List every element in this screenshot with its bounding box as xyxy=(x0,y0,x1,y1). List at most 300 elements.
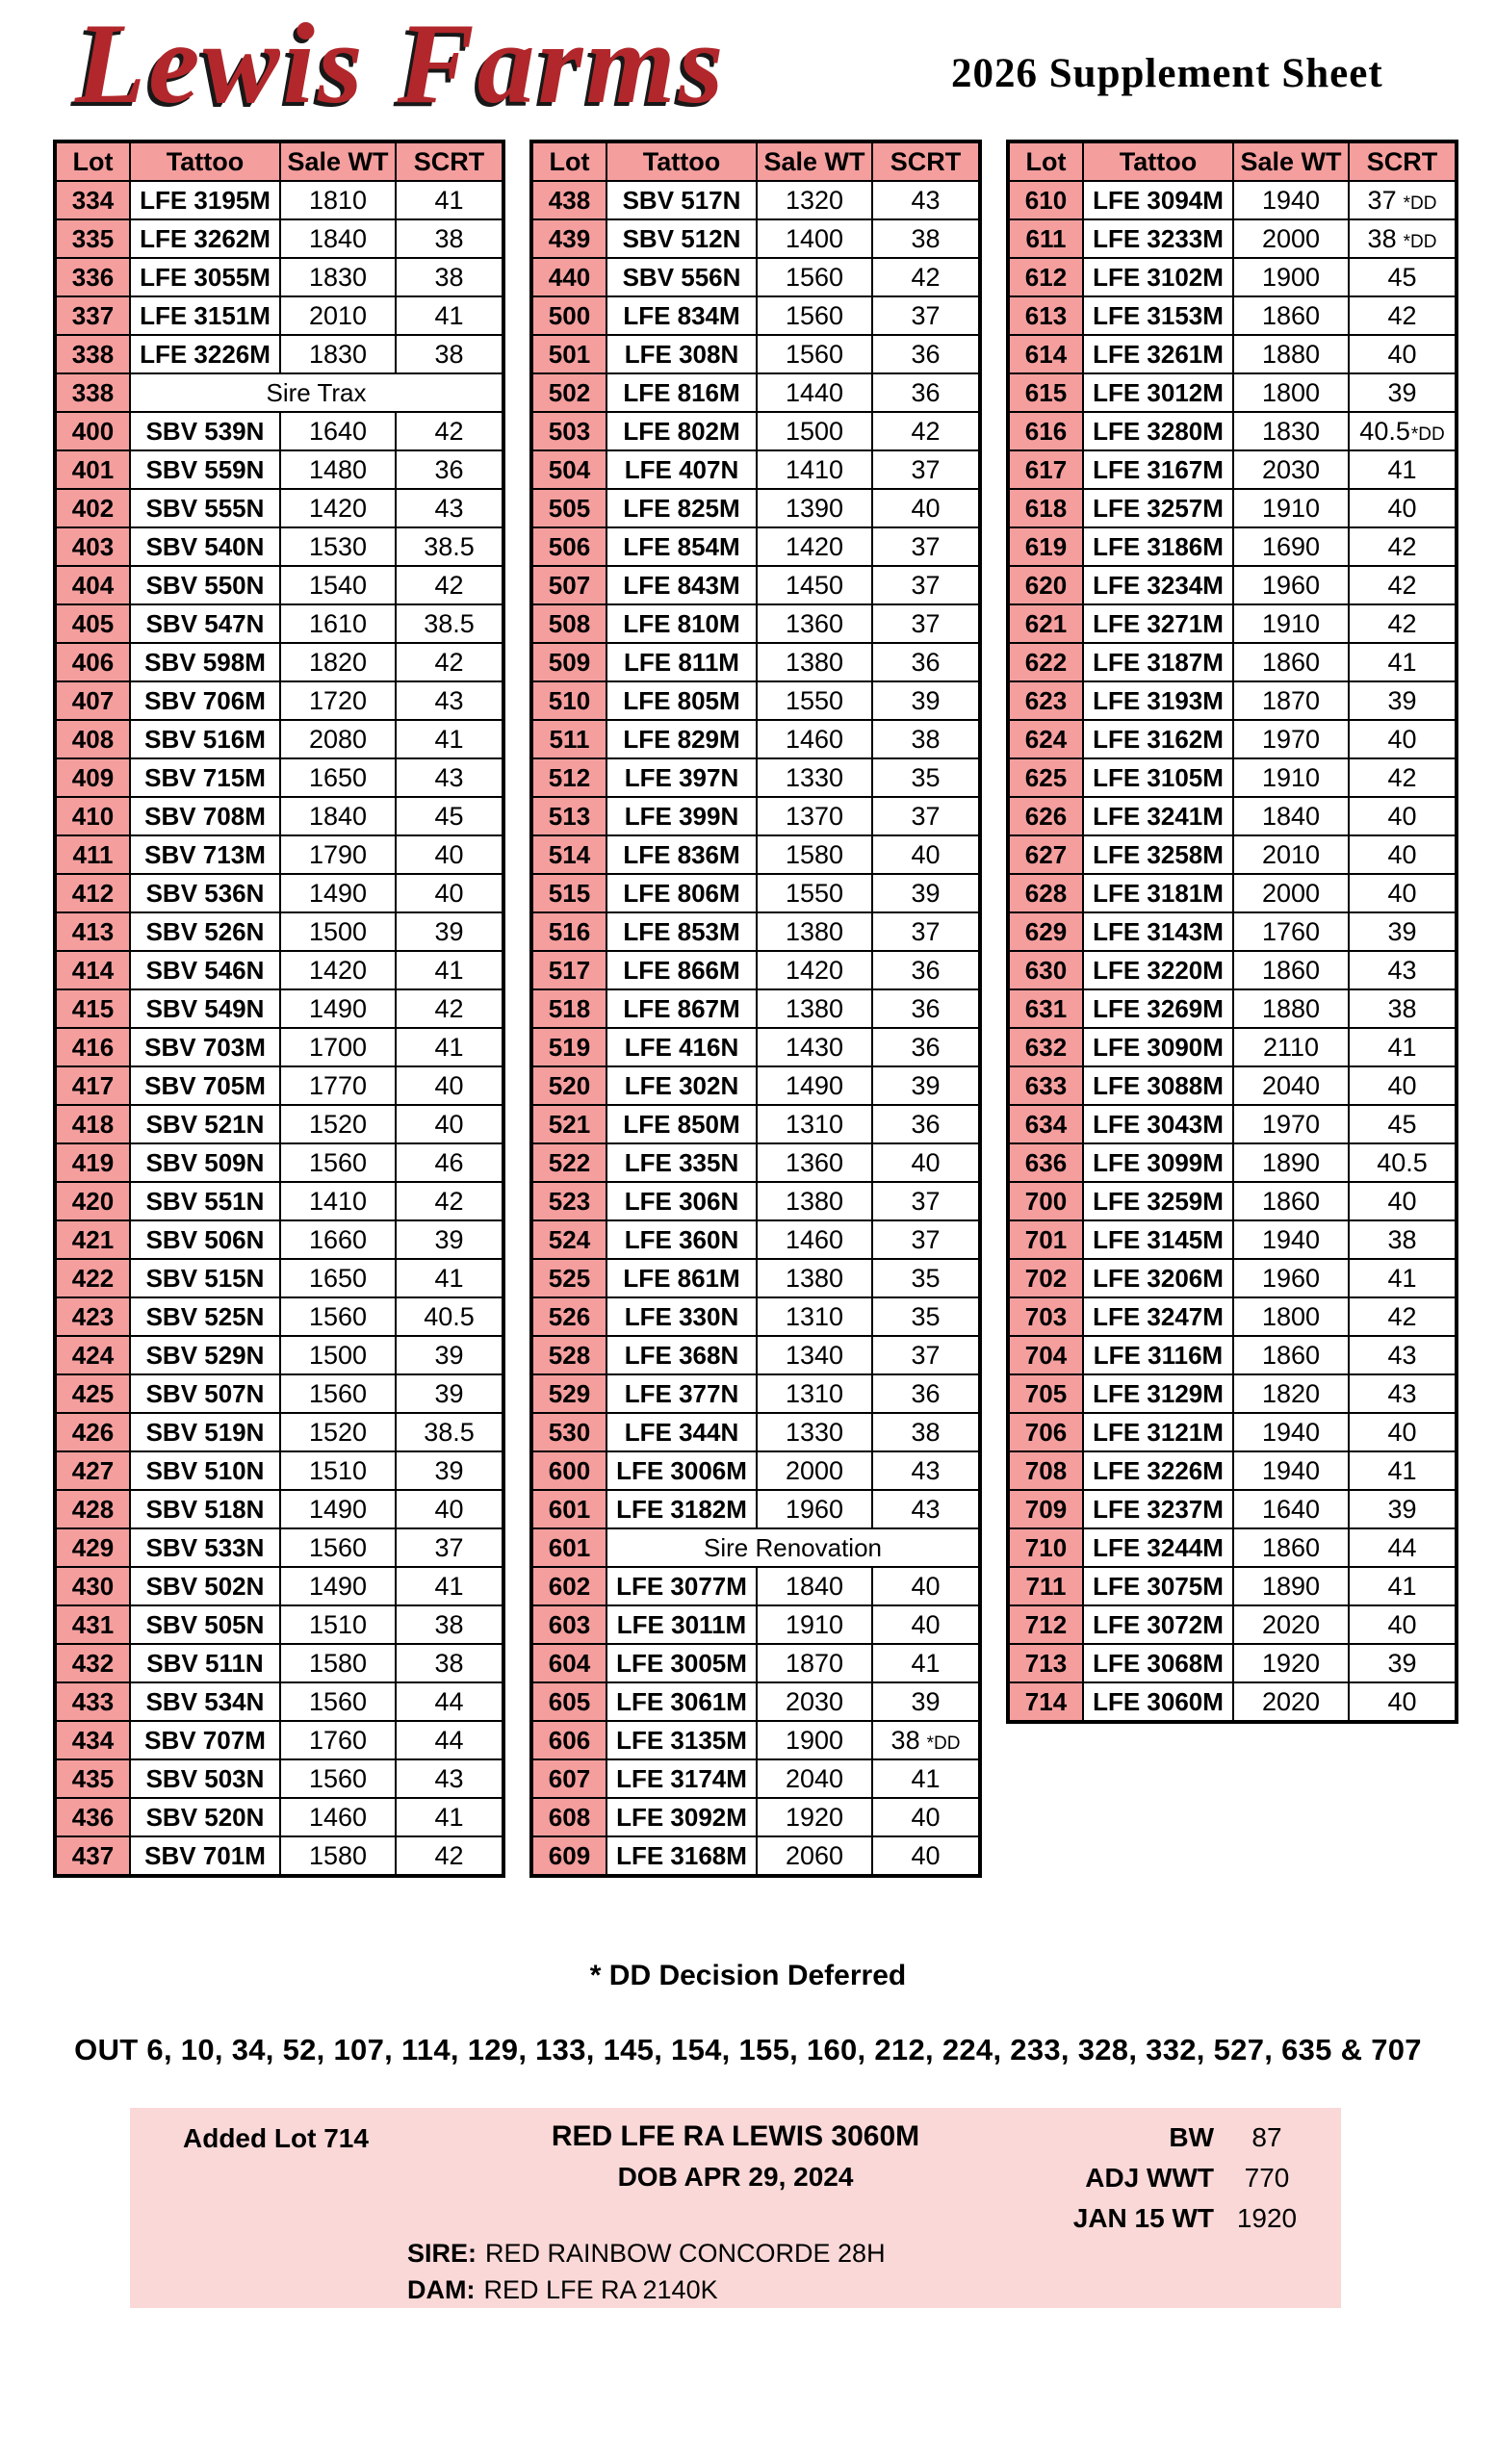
scrt-cell: 42 xyxy=(872,412,980,450)
table-row xyxy=(1008,1682,1457,1722)
sale-wt-cell: 1360 xyxy=(757,604,872,643)
lot-cell: 629 xyxy=(1008,912,1083,951)
table-row xyxy=(55,566,503,604)
table-row xyxy=(531,1451,980,1490)
table-row xyxy=(531,758,980,797)
table-row xyxy=(1008,912,1457,951)
lot-cell: 623 xyxy=(1008,681,1083,720)
table-row xyxy=(1008,1336,1457,1374)
scrt-cell: 45 xyxy=(396,797,503,835)
sale-wt-cell: 1920 xyxy=(1233,1644,1349,1682)
sale-wt-cell: 1370 xyxy=(757,797,872,835)
table-row xyxy=(55,1413,503,1451)
scrt-cell: 38 xyxy=(396,335,503,373)
lot-cell: 600 xyxy=(531,1451,606,1490)
table-row xyxy=(531,1066,980,1105)
lot-cell: 526 xyxy=(531,1297,606,1336)
scrt-cell: 37 *DD xyxy=(1349,181,1457,219)
table-row xyxy=(531,989,980,1028)
sale-wt-cell: 1970 xyxy=(1233,1105,1349,1143)
sale-wt-cell: 1940 xyxy=(1233,1220,1349,1259)
sale-wt-cell: 1490 xyxy=(280,874,396,912)
table-row xyxy=(531,720,980,758)
sale-wt-cell: 1860 xyxy=(1233,951,1349,989)
tattoo-cell: LFE 854M xyxy=(606,527,757,566)
table-row xyxy=(1008,1605,1457,1644)
sale-wt-cell: 1410 xyxy=(757,450,872,489)
table-row xyxy=(531,1528,980,1567)
tattoo-cell: LFE 3226M xyxy=(1083,1451,1233,1490)
table-row xyxy=(531,1028,980,1066)
tattoo-cell: LFE 3186M xyxy=(1083,527,1233,566)
scrt-cell: 38 *DD xyxy=(872,1721,980,1759)
table-row xyxy=(55,373,503,412)
table-row xyxy=(55,296,503,335)
sale-wt-cell: 1560 xyxy=(757,335,872,373)
lot-cell: 440 xyxy=(531,258,606,296)
lot-cell: 410 xyxy=(55,797,130,835)
sale-wt-cell: 1410 xyxy=(280,1182,396,1220)
tattoo-cell: SBV 509N xyxy=(130,1143,280,1182)
sale-wt-cell: 1420 xyxy=(280,489,396,527)
tattoo-cell: SBV 511N xyxy=(130,1644,280,1682)
stat-row-jan15-wt xyxy=(1041,2198,1320,2239)
tattoo-cell: LFE 810M xyxy=(606,604,757,643)
scrt-cell: 44 xyxy=(1349,1528,1457,1567)
sale-wt-cell: 1650 xyxy=(280,758,396,797)
sale-wt-cell: 1560 xyxy=(280,1297,396,1336)
table-row xyxy=(55,1374,503,1413)
tattoo-cell: SBV 713M xyxy=(130,835,280,874)
lot-cell: 627 xyxy=(1008,835,1083,874)
table-row xyxy=(55,450,503,489)
tattoo-cell: LFE 407N xyxy=(606,450,757,489)
tattoo-cell: SBV 518N xyxy=(130,1490,280,1528)
scrt-cell: 36 xyxy=(872,989,980,1028)
scrt-cell: 46 xyxy=(396,1143,503,1182)
scrt-cell: 39 xyxy=(396,1220,503,1259)
scrt-cell: 43 xyxy=(1349,1374,1457,1413)
lot-cell: 636 xyxy=(1008,1143,1083,1182)
lot-cell: 618 xyxy=(1008,489,1083,527)
lot-cell: 402 xyxy=(55,489,130,527)
table-row xyxy=(55,181,503,219)
lot-table-3 xyxy=(1006,140,1458,1724)
tattoo-cell: SBV 519N xyxy=(130,1413,280,1451)
scrt-cell: 37 xyxy=(872,1182,980,1220)
sale-wt-cell: 1310 xyxy=(757,1297,872,1336)
scrt-cell: 39 xyxy=(1349,373,1457,412)
lot-cell: 401 xyxy=(55,450,130,489)
sale-wt-cell: 1800 xyxy=(1233,373,1349,412)
stat-row-bw xyxy=(1041,2118,1320,2158)
scrt-cell: 42 xyxy=(1349,566,1457,604)
table-row xyxy=(1008,643,1457,681)
table-row xyxy=(531,335,980,373)
table-row xyxy=(531,1721,980,1759)
lot-cell: 710 xyxy=(1008,1528,1083,1567)
scrt-cell: 41 xyxy=(1349,643,1457,681)
lot-cell: 417 xyxy=(55,1066,130,1105)
lot-cell: 701 xyxy=(1008,1220,1083,1259)
stat-label-bw: BW xyxy=(1169,2122,1214,2152)
scrt-cell: 40 xyxy=(1349,1413,1457,1451)
lot-cell: 514 xyxy=(531,835,606,874)
sale-wt-cell: 1360 xyxy=(757,1143,872,1182)
table-row xyxy=(55,1066,503,1105)
scrt-cell: 42 xyxy=(396,412,503,450)
sale-wt-cell: 1500 xyxy=(280,1336,396,1374)
scrt-cell: 41 xyxy=(1349,1028,1457,1066)
tattoo-cell: SBV 555N xyxy=(130,489,280,527)
tattoo-cell: LFE 3116M xyxy=(1083,1336,1233,1374)
tattoo-cell: LFE 3090M xyxy=(1083,1028,1233,1066)
table-row xyxy=(55,1451,503,1490)
tattoo-cell: LFE 3129M xyxy=(1083,1374,1233,1413)
tattoo-cell: LFE 3195M xyxy=(130,181,280,219)
scrt-cell: 42 xyxy=(872,258,980,296)
tattoo-cell: LFE 330N xyxy=(606,1297,757,1336)
tattoo-cell: LFE 3182M xyxy=(606,1490,757,1528)
scrt-cell: 40 xyxy=(1349,874,1457,912)
tattoo-cell: LFE 834M xyxy=(606,296,757,335)
tattoo-cell: LFE 3060M xyxy=(1083,1682,1233,1722)
sale-wt-cell: 1940 xyxy=(1233,1451,1349,1490)
table-row xyxy=(55,1105,503,1143)
tattoo-cell: SBV 706M xyxy=(130,681,280,720)
table-row xyxy=(531,1182,980,1220)
sale-wt-cell: 1320 xyxy=(757,181,872,219)
table-row xyxy=(55,412,503,450)
tattoo-cell: LFE 3261M xyxy=(1083,335,1233,373)
table-row xyxy=(55,681,503,720)
table-row xyxy=(1008,835,1457,874)
lot-cell: 404 xyxy=(55,566,130,604)
sale-wt-cell: 1520 xyxy=(280,1413,396,1451)
table-row xyxy=(1008,527,1457,566)
tattoo-cell: LFE 344N xyxy=(606,1413,757,1451)
tattoo-cell: LFE 3257M xyxy=(1083,489,1233,527)
table-row xyxy=(55,1605,503,1644)
scrt-cell: 36 xyxy=(872,1374,980,1413)
tattoo-cell: SBV 507N xyxy=(130,1374,280,1413)
sale-wt-cell: 1860 xyxy=(1233,1528,1349,1567)
tattoo-cell: LFE 3102M xyxy=(1083,258,1233,296)
sale-wt-cell: 1760 xyxy=(1233,912,1349,951)
sale-wt-cell: 1910 xyxy=(1233,604,1349,643)
scrt-cell: 39 xyxy=(396,1451,503,1490)
lot-cell: 523 xyxy=(531,1182,606,1220)
lot-cell: 506 xyxy=(531,527,606,566)
sale-wt-cell: 2110 xyxy=(1233,1028,1349,1066)
tattoo-cell: LFE 3151M xyxy=(130,296,280,335)
tattoo-cell: LFE 805M xyxy=(606,681,757,720)
lot-cell: 513 xyxy=(531,797,606,835)
table-row xyxy=(1008,1066,1457,1105)
table-row xyxy=(55,1028,503,1066)
table-row xyxy=(1008,412,1457,450)
scrt-cell: 37 xyxy=(872,450,980,489)
scrt-cell: 42 xyxy=(396,566,503,604)
table-row xyxy=(55,489,503,527)
scrt-cell: 41 xyxy=(396,720,503,758)
lot-cell: 628 xyxy=(1008,874,1083,912)
lot-cell: 517 xyxy=(531,951,606,989)
scrt-cell: 43 xyxy=(872,1451,980,1490)
lot-cell: 602 xyxy=(531,1567,606,1605)
table-row xyxy=(531,1336,980,1374)
tattoo-cell: LFE 3088M xyxy=(1083,1066,1233,1105)
table-row xyxy=(1008,1143,1457,1182)
scrt-cell: 41 xyxy=(396,1567,503,1605)
table-row xyxy=(531,373,980,412)
tattoo-cell: LFE 3187M xyxy=(1083,643,1233,681)
sale-wt-cell: 1820 xyxy=(1233,1374,1349,1413)
sale-wt-cell: 1460 xyxy=(757,1220,872,1259)
scrt-cell: 42 xyxy=(1349,1297,1457,1336)
header-row xyxy=(1008,141,1457,181)
table-row xyxy=(531,1220,980,1259)
tattoo-cell: SBV 503N xyxy=(130,1759,280,1798)
sale-wt-cell: 1440 xyxy=(757,373,872,412)
table-row xyxy=(531,1297,980,1336)
sale-wt-cell: 1460 xyxy=(280,1798,396,1836)
tattoo-cell: LFE 802M xyxy=(606,412,757,450)
scrt-cell: 36 xyxy=(872,951,980,989)
scrt-cell: 43 xyxy=(1349,951,1457,989)
sale-wt-cell: 1810 xyxy=(280,181,396,219)
table-row xyxy=(55,1336,503,1374)
scrt-cell: 40 xyxy=(1349,797,1457,835)
sale-wt-cell: 1340 xyxy=(757,1336,872,1374)
lot-cell: 529 xyxy=(531,1374,606,1413)
table-row xyxy=(55,643,503,681)
table-row xyxy=(55,874,503,912)
sale-wt-cell: 2000 xyxy=(1233,219,1349,258)
tattoo-cell: LFE 3241M xyxy=(1083,797,1233,835)
table-row xyxy=(55,258,503,296)
table-row xyxy=(531,835,980,874)
tattoo-cell: LFE 360N xyxy=(606,1220,757,1259)
table-row xyxy=(1008,219,1457,258)
sale-wt-cell: 1660 xyxy=(280,1220,396,1259)
table-row xyxy=(531,1143,980,1182)
table-row xyxy=(1008,335,1457,373)
tattoo-cell: LFE 806M xyxy=(606,874,757,912)
scrt-cell: 40 xyxy=(396,874,503,912)
stat-row-adj-wwt xyxy=(1041,2158,1320,2198)
tattoo-cell: LFE 3220M xyxy=(1083,951,1233,989)
table-row xyxy=(55,1682,503,1721)
lot-cell: 421 xyxy=(55,1220,130,1259)
table-row xyxy=(1008,373,1457,412)
table-row xyxy=(55,527,503,566)
scrt-cell: 42 xyxy=(396,989,503,1028)
sale-wt-cell: 1840 xyxy=(280,797,396,835)
stat-value-bw: 87 xyxy=(1251,2122,1282,2152)
sale-wt-cell: 1820 xyxy=(280,643,396,681)
stat-label-jan15-wt: JAN 15 WT xyxy=(1072,2203,1214,2233)
tattoo-cell: LFE 302N xyxy=(606,1066,757,1105)
column-header-sale-wt: Sale WT xyxy=(757,141,872,181)
sale-wt-cell: 2010 xyxy=(1233,835,1349,874)
lot-cell: 521 xyxy=(531,1105,606,1143)
table-row xyxy=(55,335,503,373)
sale-wt-cell: 1380 xyxy=(757,912,872,951)
table-row xyxy=(1008,1220,1457,1259)
lot-cell: 603 xyxy=(531,1605,606,1644)
lot-cell: 428 xyxy=(55,1490,130,1528)
scrt-cell: 40 xyxy=(396,1066,503,1105)
sale-wt-cell: 2030 xyxy=(757,1682,872,1721)
tattoo-cell: SBV 705M xyxy=(130,1066,280,1105)
tattoo-cell: LFE 308N xyxy=(606,335,757,373)
column-header-scrt: SCRT xyxy=(872,141,980,181)
sale-wt-cell: 1840 xyxy=(280,219,396,258)
sale-wt-cell: 1640 xyxy=(1233,1490,1349,1528)
table-row xyxy=(55,1798,503,1836)
table-row xyxy=(55,797,503,835)
tattoo-cell: LFE 3233M xyxy=(1083,219,1233,258)
table-row xyxy=(1008,181,1457,219)
lot-cell: 632 xyxy=(1008,1028,1083,1066)
sale-wt-cell: 1460 xyxy=(757,720,872,758)
sale-wt-cell: 2080 xyxy=(280,720,396,758)
table-row xyxy=(531,797,980,835)
lot-cell: 608 xyxy=(531,1798,606,1836)
table-row xyxy=(531,874,980,912)
table-row xyxy=(531,450,980,489)
tattoo-cell: LFE 3262M xyxy=(130,219,280,258)
lot-cell: 338 xyxy=(55,373,130,412)
lot-cell: 433 xyxy=(55,1682,130,1721)
sale-wt-cell: 1330 xyxy=(757,1413,872,1451)
sale-wt-cell: 1580 xyxy=(280,1836,396,1876)
column-header-tattoo: Tattoo xyxy=(1083,141,1233,181)
table-row xyxy=(1008,797,1457,835)
tattoo-cell: SBV 556N xyxy=(606,258,757,296)
sale-wt-cell: 1580 xyxy=(757,835,872,874)
lot-cell: 431 xyxy=(55,1605,130,1644)
sale-wt-cell: 1940 xyxy=(1233,1413,1349,1451)
lot-cell: 501 xyxy=(531,335,606,373)
table-row xyxy=(1008,1490,1457,1528)
lot-cell: 703 xyxy=(1008,1297,1083,1336)
table-row xyxy=(531,219,980,258)
table-row xyxy=(1008,1297,1457,1336)
scrt-cell: 42 xyxy=(1349,758,1457,797)
tattoo-cell: SBV 708M xyxy=(130,797,280,835)
column-header-scrt: SCRT xyxy=(1349,141,1457,181)
tattoo-cell: LFE 3269M xyxy=(1083,989,1233,1028)
sale-wt-cell: 1420 xyxy=(280,951,396,989)
tattoo-cell: LFE 843M xyxy=(606,566,757,604)
scrt-cell: 36 xyxy=(872,1028,980,1066)
table-row xyxy=(1008,450,1457,489)
table-row xyxy=(55,758,503,797)
lot-cell: 601 xyxy=(531,1528,606,1567)
lot-cell: 709 xyxy=(1008,1490,1083,1528)
lot-cell: 419 xyxy=(55,1143,130,1182)
scrt-cell: 39 xyxy=(396,912,503,951)
tattoo-cell: LFE 306N xyxy=(606,1182,757,1220)
tattoo-cell: SBV 506N xyxy=(130,1220,280,1259)
table-row xyxy=(1008,1105,1457,1143)
tattoo-cell: LFE 867M xyxy=(606,989,757,1028)
lot-cell: 713 xyxy=(1008,1644,1083,1682)
lot-cell: 420 xyxy=(55,1182,130,1220)
tattoo-cell: LFE 861M xyxy=(606,1259,757,1297)
sale-wt-cell: 1430 xyxy=(757,1028,872,1066)
sale-wt-cell: 1860 xyxy=(1233,1336,1349,1374)
scrt-cell: 35 xyxy=(872,758,980,797)
sale-wt-cell: 1550 xyxy=(757,681,872,720)
table-row xyxy=(1008,1413,1457,1451)
lot-cell: 705 xyxy=(1008,1374,1083,1413)
sale-wt-cell: 1800 xyxy=(1233,1297,1349,1336)
lot-cell: 616 xyxy=(1008,412,1083,450)
tattoo-cell: LFE 3043M xyxy=(1083,1105,1233,1143)
lot-cell: 530 xyxy=(531,1413,606,1451)
table-row xyxy=(55,951,503,989)
tattoo-cell: SBV 715M xyxy=(130,758,280,797)
tattoo-cell: LFE 836M xyxy=(606,835,757,874)
lot-cell: 503 xyxy=(531,412,606,450)
scrt-cell: 37 xyxy=(872,566,980,604)
table-row xyxy=(55,989,503,1028)
sale-wt-cell: 1420 xyxy=(757,527,872,566)
animal-stats xyxy=(1041,2118,1320,2239)
scrt-cell: 39 xyxy=(1349,1644,1457,1682)
sale-wt-cell: 1580 xyxy=(280,1644,396,1682)
tattoo-cell: SBV 525N xyxy=(130,1297,280,1336)
tattoo-cell: LFE 3258M xyxy=(1083,835,1233,874)
sale-wt-cell: 1490 xyxy=(757,1066,872,1105)
lot-cell: 411 xyxy=(55,835,130,874)
tattoo-cell: SBV 534N xyxy=(130,1682,280,1721)
header-row xyxy=(531,141,980,181)
tattoo-cell: SBV 536N xyxy=(130,874,280,912)
sale-wt-cell: 1380 xyxy=(757,643,872,681)
stat-value-jan15-wt: 1920 xyxy=(1236,2203,1298,2233)
lot-cell: 708 xyxy=(1008,1451,1083,1490)
lot-cell: 415 xyxy=(55,989,130,1028)
tattoo-cell: LFE 3244M xyxy=(1083,1528,1233,1567)
tattoo-cell: SBV 551N xyxy=(130,1182,280,1220)
tattoo-cell: LFE 3145M xyxy=(1083,1220,1233,1259)
lot-cell: 430 xyxy=(55,1567,130,1605)
table-row xyxy=(531,258,980,296)
stat-value-adj-wwt: 770 xyxy=(1244,2163,1290,2193)
sale-wt-cell: 1330 xyxy=(757,758,872,797)
scrt-cell: 41 xyxy=(872,1759,980,1798)
sale-wt-cell: 1870 xyxy=(1233,681,1349,720)
sale-wt-cell: 1870 xyxy=(757,1644,872,1682)
scrt-cell: 37 xyxy=(396,1528,503,1567)
tattoo-cell: LFE 3006M xyxy=(606,1451,757,1490)
tattoo-cell: LFE 3193M xyxy=(1083,681,1233,720)
sale-wt-cell: 1790 xyxy=(280,835,396,874)
tattoo-cell: LFE 3061M xyxy=(606,1682,757,1721)
lot-cell: 622 xyxy=(1008,643,1083,681)
lewis-farms-logo: Lewis Farms xyxy=(75,0,727,127)
scrt-cell: 37 xyxy=(872,296,980,335)
table-row xyxy=(55,604,503,643)
lot-cell: 511 xyxy=(531,720,606,758)
scrt-cell: 36 xyxy=(872,335,980,373)
tattoo-cell: LFE 3181M xyxy=(1083,874,1233,912)
tattoo-cell: LFE 853M xyxy=(606,912,757,951)
